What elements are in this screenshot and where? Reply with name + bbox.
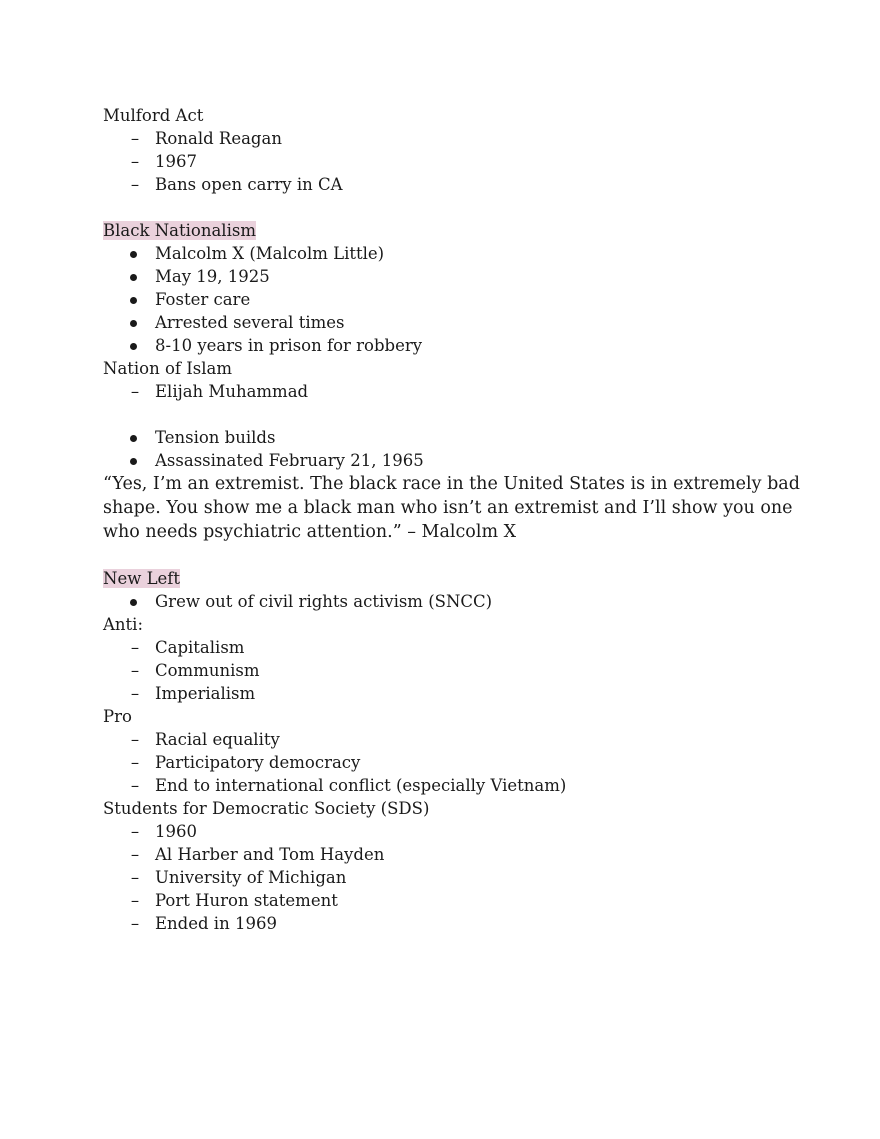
black-nationalism-heading: Black Nationalism: [103, 221, 256, 240]
mulford-heading: Mulford Act: [103, 106, 204, 125]
list-item: – End to international conflict (especially Vietnam): [103, 774, 803, 797]
dash-marker: –: [130, 868, 140, 887]
dash-marker: –: [130, 845, 140, 864]
list-item: – Communism: [103, 659, 803, 682]
list-item: – Racial equality: [103, 728, 803, 751]
dash-marker: –: [130, 730, 140, 749]
spacer: [103, 196, 803, 219]
bullet-icon: [130, 274, 137, 281]
dash-marker: –: [130, 152, 140, 171]
new-left-heading: New Left: [103, 569, 181, 588]
bullet-icon: [130, 435, 137, 442]
dash-marker: –: [130, 822, 140, 841]
dash-marker: –: [130, 129, 140, 148]
dash-marker: –: [130, 753, 140, 772]
list-item: – Capitalism: [103, 636, 803, 659]
nation-of-islam-heading: Nation of Islam: [103, 359, 233, 378]
list-item: – Ronald Reagan: [103, 127, 803, 150]
list-item: – Imperialism: [103, 682, 803, 705]
black-nationalism-heading-line: [103, 219, 803, 242]
malcolm-x-quote: “Yes, I’m an extremist. The black race in the United States is in extremely bad shape. You show me a black man who isn’t an extremist and I’ll show you one who needs psychiatric attention.” – Malcolm X: [103, 474, 800, 542]
dash-marker: –: [130, 175, 140, 194]
spacer: [103, 403, 803, 426]
list-item: Tension builds: [103, 426, 803, 449]
list-item: – Participatory democracy: [103, 751, 803, 774]
dash-marker: –: [130, 638, 140, 657]
list-item: – Bans open carry in CA: [103, 173, 803, 196]
list-item: 8-10 years in prison for robbery: [103, 334, 803, 357]
pro-label: Pro: [103, 707, 132, 726]
sds-heading: Students for Democratic Society (SDS): [103, 799, 430, 818]
spacer: [103, 544, 803, 567]
list-item: Arrested several times: [103, 311, 803, 334]
list-item: – Elijah Muhammad: [103, 380, 803, 403]
anti-label: Anti:: [103, 615, 144, 634]
list-item: – Ended in 1969: [103, 912, 803, 935]
dash-marker: –: [130, 914, 140, 933]
dash-marker: –: [130, 684, 140, 703]
bullet-icon: [130, 297, 137, 304]
dash-marker: –: [130, 661, 140, 680]
list-item: – 1960: [103, 820, 803, 843]
list-item: – 1967: [103, 150, 803, 173]
document-page: [103, 104, 803, 935]
list-item: Assassinated February 21, 1965: [103, 449, 803, 472]
dash-marker: –: [130, 382, 140, 401]
list-item: Grew out of civil rights activism (SNCC): [103, 590, 803, 613]
bullet-icon: [130, 343, 137, 350]
list-item: May 19, 1925: [103, 265, 803, 288]
dash-marker: –: [130, 891, 140, 910]
new-left-heading-line: [103, 567, 803, 590]
bullet-icon: [130, 599, 137, 606]
bullet-icon: [130, 458, 137, 465]
list-item: Malcolm X (Malcolm Little): [103, 242, 803, 265]
list-item: – Port Huron statement: [103, 889, 803, 912]
bullet-icon: [130, 320, 137, 327]
list-item: Foster care: [103, 288, 803, 311]
list-item: – Al Harber and Tom Hayden: [103, 843, 803, 866]
bullet-icon: [130, 251, 137, 258]
dash-marker: –: [130, 776, 140, 795]
list-item: – University of Michigan: [103, 866, 803, 889]
